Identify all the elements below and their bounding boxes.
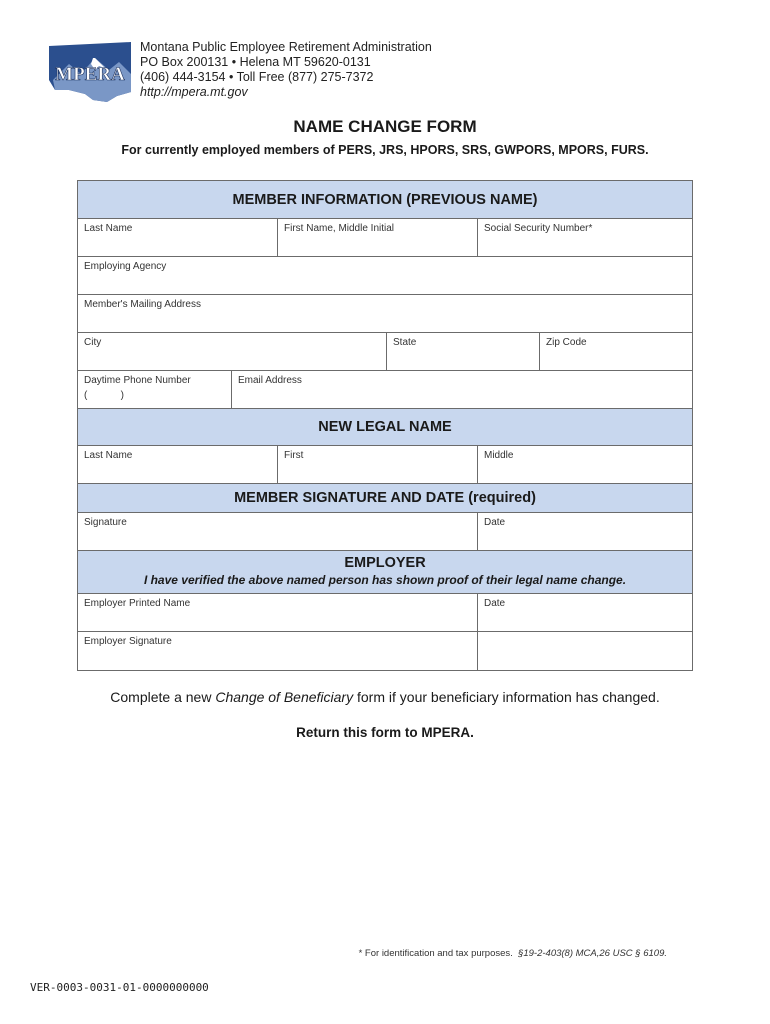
field-state[interactable] bbox=[387, 333, 540, 370]
mpera-logo bbox=[47, 40, 133, 104]
label-email: Email Address bbox=[238, 375, 302, 386]
label-city: City bbox=[84, 337, 102, 348]
field-employer-signature-blank[interactable] bbox=[478, 632, 692, 670]
document-code: VER-0003-0031-01-0000000000 bbox=[30, 981, 209, 994]
agency-name: Montana Public Employee Retirement Administration bbox=[140, 40, 432, 54]
label-employer-printed-name: Employer Printed Name bbox=[84, 598, 191, 609]
label-new-first-name: First bbox=[284, 450, 304, 461]
field-employer-date[interactable] bbox=[478, 594, 692, 631]
field-employer-signature[interactable] bbox=[78, 632, 478, 670]
field-new-first-name[interactable] bbox=[278, 446, 478, 483]
field-last-name[interactable] bbox=[78, 219, 278, 256]
employer-title: EMPLOYER bbox=[344, 555, 426, 571]
return-instruction: Return this form to MPERA. bbox=[296, 725, 474, 740]
field-new-middle-name[interactable] bbox=[478, 446, 692, 483]
field-employing-agency[interactable] bbox=[78, 257, 692, 294]
field-zip[interactable] bbox=[540, 333, 692, 370]
label-state: State bbox=[393, 337, 417, 348]
row-agency bbox=[78, 257, 692, 295]
footnote-text: * For identification and tax purposes. bbox=[358, 948, 519, 959]
label-new-last-name: Last Name bbox=[84, 450, 133, 461]
label-last-name: Last Name bbox=[84, 223, 133, 234]
section-header-signature: MEMBER SIGNATURE AND DATE (required) bbox=[78, 484, 692, 513]
field-mailing-address[interactable] bbox=[78, 295, 692, 332]
footnote-statute: §19-2-403(8) MCA,26 USC § 6109. bbox=[518, 948, 667, 959]
field-ssn[interactable] bbox=[478, 219, 692, 256]
label-zip: Zip Code bbox=[546, 337, 587, 348]
section-header-employer bbox=[78, 551, 692, 594]
note-suffix: form if your beneficiary information has changed. bbox=[353, 689, 660, 705]
field-city[interactable] bbox=[78, 333, 387, 370]
label-employer-date: Date bbox=[484, 598, 506, 609]
field-employer-printed-name[interactable] bbox=[78, 594, 478, 631]
row-contact bbox=[78, 371, 692, 409]
label-ssn: Social Security Number* bbox=[484, 223, 593, 234]
name-change-form bbox=[77, 180, 693, 671]
field-member-signature[interactable] bbox=[78, 513, 478, 550]
row-employer-name bbox=[78, 594, 692, 632]
field-member-date[interactable] bbox=[478, 513, 692, 550]
section-header-new-legal-name: NEW LEGAL NAME bbox=[78, 409, 692, 446]
phone-format: ( ) bbox=[84, 390, 124, 401]
label-new-middle-name: Middle bbox=[484, 450, 514, 461]
field-email[interactable] bbox=[232, 371, 692, 408]
field-first-name[interactable] bbox=[278, 219, 478, 256]
row-previous-name bbox=[78, 219, 692, 257]
row-mailing bbox=[78, 295, 692, 333]
svg-text:MPERA: MPERA bbox=[55, 64, 125, 85]
section-header-member-info: MEMBER INFORMATION (PREVIOUS NAME) bbox=[78, 181, 692, 219]
field-phone[interactable] bbox=[78, 371, 232, 408]
label-first-name: First Name, Middle Initial bbox=[284, 223, 395, 234]
field-new-last-name[interactable] bbox=[78, 446, 278, 483]
agency-website-link[interactable]: http://mpera.mt.gov bbox=[140, 85, 248, 99]
row-new-name bbox=[78, 446, 692, 484]
agency-po-box: PO Box 200131 • Helena MT 59620-0131 bbox=[140, 55, 371, 69]
form-title: NAME CHANGE FORM bbox=[293, 117, 477, 136]
beneficiary-note bbox=[0, 689, 770, 705]
row-member-signature bbox=[78, 513, 692, 551]
employer-verification-statement: I have verified the above named person has shown proof of their legal name change. bbox=[143, 573, 627, 587]
label-mailing-address: Member's Mailing Address bbox=[84, 299, 201, 310]
row-employer-signature bbox=[78, 632, 692, 670]
label-phone: Daytime Phone Number bbox=[84, 375, 191, 386]
form-subtitle: For currently employed members of PERS, JRS, HPORS, SRS, GWPORS, MPORS, FURS. bbox=[121, 143, 649, 157]
row-city-state-zip bbox=[78, 333, 692, 371]
agency-phone: (406) 444-3154 • Toll Free (877) 275-7372 bbox=[140, 70, 374, 84]
label-signature: Signature bbox=[84, 517, 127, 528]
agency-address bbox=[140, 40, 432, 100]
label-employing-agency: Employing Agency bbox=[84, 261, 167, 272]
note-prefix: Complete a new bbox=[110, 689, 216, 705]
note-form-name: Change of Beneficiary bbox=[215, 689, 354, 705]
label-date: Date bbox=[484, 517, 506, 528]
footnote bbox=[359, 948, 667, 959]
label-employer-signature: Employer Signature bbox=[84, 636, 172, 647]
